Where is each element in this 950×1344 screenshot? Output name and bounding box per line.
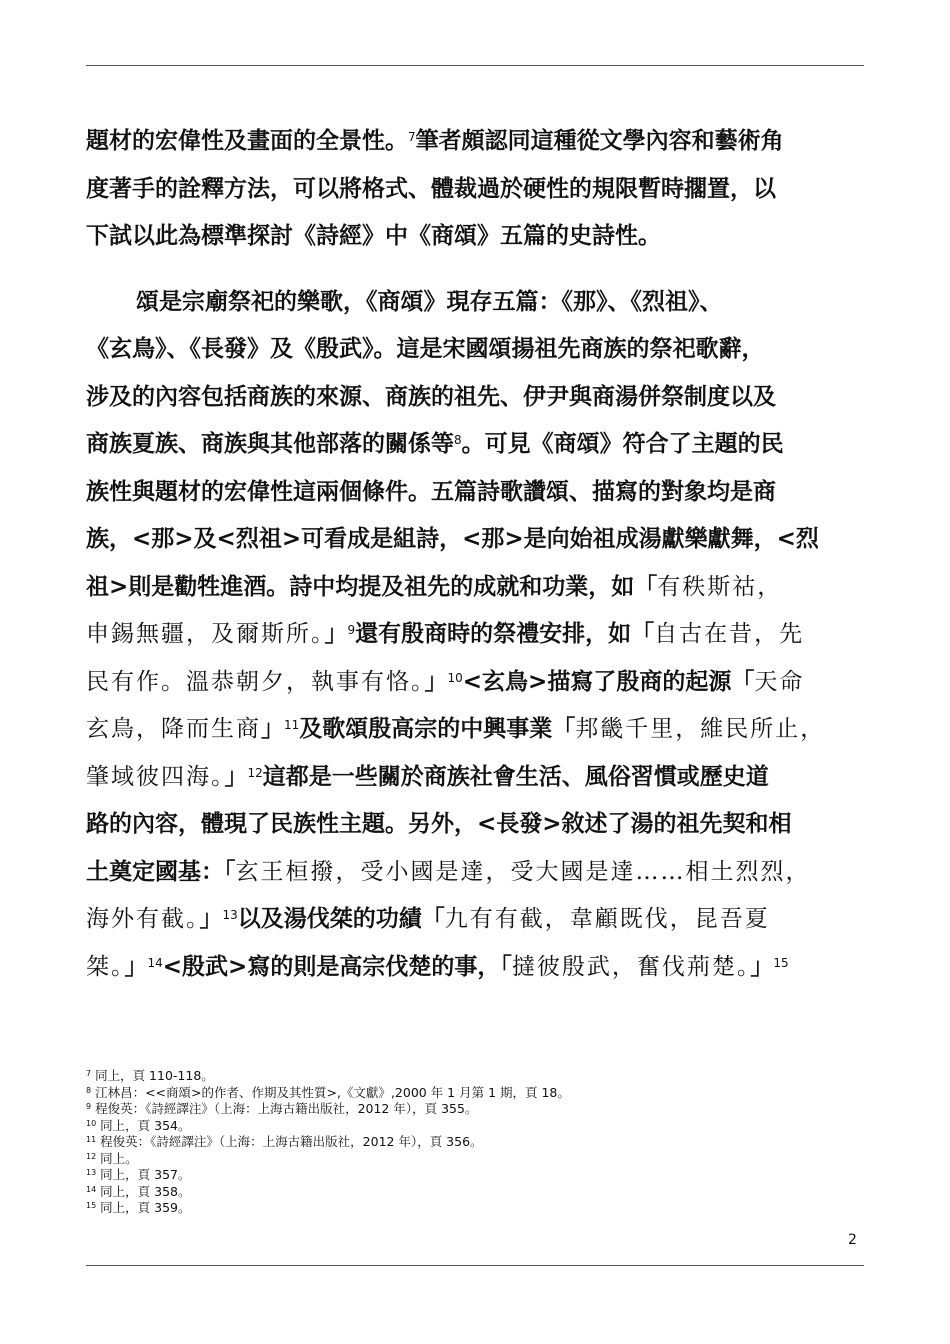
text-line — [86, 896, 876, 944]
text-line — [86, 754, 876, 802]
text-run: 度著手的詮釋方法，可以將格式、體裁過於硬性的規限暫時擱置，以 — [86, 175, 776, 202]
text-line — [86, 166, 876, 214]
footnote-text: 同上，頁 359。 — [96, 1200, 191, 1215]
footnote-text: 同上，頁 358。 — [96, 1183, 191, 1199]
text-run: 頌是宗廟祭祀的樂歌，《商頌》現存五篇：《那》、《烈祖》、 — [136, 288, 723, 315]
text-run: 祖>則是勸牲進酒。詩中均提及祖先的成就和功業，如「 — [86, 573, 658, 600]
quotation: 肇域彼四海。 — [86, 763, 225, 790]
footnote-number: 15 — [86, 1201, 97, 1210]
quotation: 桀。 — [86, 953, 125, 980]
quotation: 天命 — [754, 668, 805, 695]
footnote-number: 10 — [86, 1118, 97, 1128]
text-run: 土奠定國基：「 — [86, 858, 236, 885]
footnote-number: 14 — [86, 1184, 97, 1194]
text-run: 」 — [324, 621, 348, 647]
footnote-ref: 14 — [147, 955, 163, 970]
text-run: 」 — [199, 906, 223, 932]
text-run: <殷武>寫的則是高宗伐楚的事，「 — [162, 953, 512, 980]
footnote — [86, 1085, 866, 1102]
text-line — [86, 944, 876, 992]
text-run: 筆者頗認同這種從文學內容和藝術角 — [415, 128, 784, 154]
footnote — [86, 1134, 866, 1151]
text-run: 以及湯伐桀的功績「 — [237, 906, 445, 932]
text-run: 路的內容，體現了民族性主題。另外，<長發>敘述了湯的祖先契和相 — [86, 811, 792, 837]
text-line — [86, 611, 876, 659]
text-run: 這都是一些關於商族社會生活、風俗習慣或歷史道 — [262, 763, 769, 790]
paragraph-gap — [86, 261, 876, 279]
footnote-ref: 7 — [408, 130, 416, 144]
text-run: 」 — [261, 716, 284, 742]
footnote-number: 7 — [86, 1069, 92, 1078]
footnote-number: 11 — [86, 1135, 97, 1144]
footnote-text: 同上，頁 354。 — [96, 1117, 191, 1133]
text-line — [86, 279, 876, 327]
text-run: 」 — [224, 763, 248, 790]
footnote-text: 江林昌：<<商頌>的作者、作期及其性質>,《文獻》,2000 年 1 月第 1 期，頁 18。 — [91, 1084, 570, 1100]
text-line — [86, 564, 876, 612]
quotation: 玄鳥，降而生商 — [86, 716, 261, 742]
text-run: 族，<那>及<烈祖>可看成是組詩，<那>是向始祖成湯獻樂獻舞，<烈 — [86, 526, 819, 552]
footnote-ref: 9 — [347, 623, 356, 637]
footnote — [86, 1118, 866, 1135]
text-run: 涉及的內容包括商族的來源、商族的祖先、伊尹與商湯併祭制度以及 — [86, 383, 776, 410]
footnote-ref: 15 — [773, 955, 789, 970]
footnote-number: 13 — [86, 1168, 97, 1177]
footnote-ref: 12 — [247, 765, 263, 780]
text-run: 」 — [124, 953, 148, 980]
text-line — [86, 213, 876, 261]
text-run: 還有殷商時的祭禮安排，如「 — [355, 621, 655, 647]
footnote — [86, 1101, 866, 1118]
quotation: 邦畿千里，維民所止， — [575, 716, 826, 742]
text-line — [86, 659, 876, 707]
main-text — [86, 118, 876, 991]
quotation: 海外有截。 — [86, 906, 200, 932]
text-line — [86, 469, 876, 517]
footnote-text: 程俊英：《詩經譯注》（上海：上海古籍出版社，2012 年），頁 355。 — [91, 1101, 478, 1116]
text-run: 下試以此為標準探討《詩經》中《商頌》五篇的史詩性。 — [86, 223, 661, 249]
text-run: 及歌頌殷高宗的中興事業「 — [299, 716, 576, 742]
footnote — [86, 1200, 866, 1217]
quotation: 九有有截，韋顧既伐，昆吾夏 — [444, 906, 770, 932]
footnote-text: 同上。 — [96, 1150, 138, 1166]
footnote — [86, 1151, 866, 1168]
text-line — [86, 849, 876, 897]
quotation: 有秩斯祜， — [657, 573, 783, 600]
page-number: 2 — [848, 1232, 857, 1248]
footnote — [86, 1184, 866, 1201]
footnote-number: 12 — [86, 1151, 97, 1161]
text-run: 」 — [424, 668, 448, 695]
footnote-text: 程俊英：《詩經譯注》（上海：上海古籍出版社，2012 年），頁 356。 — [96, 1134, 483, 1149]
text-line — [86, 516, 876, 564]
footnote-number: 8 — [86, 1085, 92, 1095]
text-run: 商族夏族、商族與其他部落的關係等 — [86, 431, 454, 457]
footnote-ref: 13 — [222, 908, 238, 922]
quotation: 民有作。溫恭朝夕，執事有恪。 — [86, 668, 425, 695]
text-run: 。可見《商頌》符合了主題的民 — [461, 431, 784, 457]
header-rule — [86, 65, 864, 66]
text-run: 《玄鳥》、《長發》及《殷武》。這是宋國頌揚祖先商族的祭祀歌辭， — [86, 336, 765, 362]
text-line — [86, 421, 876, 469]
footnote-ref: 10 — [447, 670, 463, 685]
text-line — [86, 801, 876, 849]
quotation: 申錫無疆，及爾斯所。 — [86, 621, 325, 647]
text-run: 族性與題材的宏偉性這兩個條件。五篇詩歌讚頌、描寫的對象均是商 — [86, 478, 776, 505]
text-run: <玄鳥>描寫了殷商的起源「 — [462, 668, 755, 695]
footnote — [86, 1068, 866, 1085]
footnote — [86, 1167, 866, 1184]
quotation: 自古在昔，先 — [654, 621, 805, 647]
text-line — [86, 118, 876, 166]
footnote-ref: 11 — [284, 718, 300, 732]
text-run: 題材的宏偉性及畫面的全景性。 — [86, 128, 408, 154]
footnotes — [86, 1068, 866, 1217]
footnote-text: 同上，頁 357。 — [96, 1167, 191, 1182]
text-run: 」 — [750, 953, 774, 980]
footnote-text: 同上，頁 110-118。 — [91, 1068, 214, 1083]
quotation: 撻彼殷武，奮伐荊楚。 — [511, 953, 751, 980]
text-line — [86, 326, 876, 374]
quotation: 玄王桓撥，受小國是達，受大國是達……相土烈烈， — [235, 858, 811, 885]
footnote-number: 9 — [86, 1102, 92, 1111]
footnote-ref: 8 — [454, 433, 462, 447]
footer-rule — [86, 1265, 864, 1266]
text-line — [86, 706, 876, 754]
text-line — [86, 374, 876, 422]
